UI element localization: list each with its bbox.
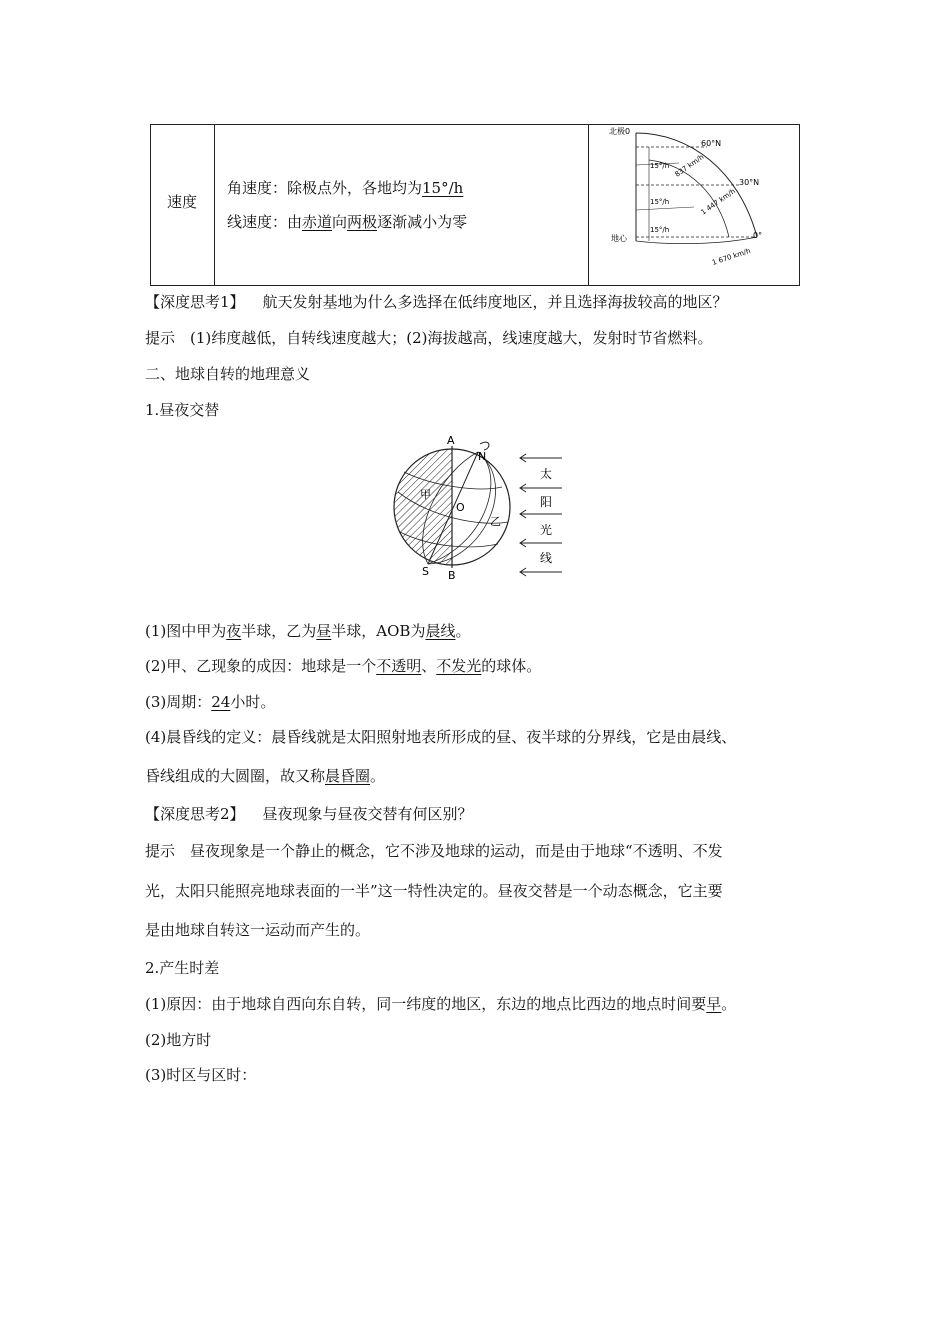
omega-0-label: 15°/h (650, 226, 670, 234)
time-item-3: (3)时区与区时： (145, 1066, 257, 1084)
day-yi-label: 乙 (490, 515, 501, 528)
rotation-speed-table (150, 124, 800, 286)
speed-0-label: 1 670 km/h (711, 246, 752, 267)
lat-60-label: 60°N (701, 139, 722, 148)
day-night-globe-figure (380, 432, 580, 582)
item-4-line-1: (4)晨昏线的定义：晨昏线就是太阳照射地表所形成的昼、夜半球的分界线，它是由晨线、 (145, 728, 737, 746)
speed-60-label: 837 km/h (673, 153, 706, 179)
angular-speed-line: 角速度：除极点外，各地均为15°/h (227, 179, 464, 197)
sunlight-char-4: 线 (540, 551, 553, 565)
sunlight-char-3: 光 (540, 523, 553, 537)
item-4-line-2: 昏线组成的大圆圈，故又称晨昏圈。 (145, 767, 386, 785)
deep-thinking-1-question: 航天发射基地为什么多选择在低纬度地区，并且选择海拔较高的地区？ (262, 293, 728, 311)
hint-2-line-2: 光，太阳只能照亮地球表面的一半”这一特性决定的。昼夜交替是一个动态概念，它主要 (145, 882, 723, 900)
time-item-1: (1)原因：由于地球自西向东自转，同一纬度的地区，东边的地点比西边的地点时间要早。 (145, 995, 737, 1013)
north-pole-label: 北极0 (609, 127, 631, 136)
omega-60-label: 15°/h (650, 162, 670, 170)
table-row-label: 速度 (167, 193, 198, 211)
subheading-time-difference: 2.产生时差 (145, 959, 220, 977)
table-content-cell (215, 125, 589, 285)
deep-thinking-2 (145, 803, 473, 824)
south-pole-s-label: S (422, 565, 429, 578)
time-item-2: (2)地方时 (145, 1031, 212, 1049)
subheading-day-night: 1.昼夜交替 (145, 401, 220, 419)
deep-thinking-2-question: 昼夜现象与昼夜交替有何区别？ (262, 805, 473, 823)
hint-1: 提示 (1)纬度越低，自转线速度越大；(2)海拔越高，线速度越大，发射时节省燃料。 (145, 329, 713, 347)
deep-thinking-1-tag: 【深度思考1】 (145, 293, 245, 311)
omega-30-label: 15°/h (650, 198, 670, 206)
table-figure-cell (589, 125, 799, 285)
lat-30-label: 30°N (739, 178, 760, 187)
center-o-label: O (456, 501, 465, 514)
deep-thinking-1 (145, 291, 728, 312)
point-a-label: A (447, 434, 455, 447)
rotation-speed-figure (589, 125, 799, 285)
deep-thinking-2-tag: 【深度思考2】 (145, 805, 245, 823)
linear-speed-line: 线速度：由赤道向两极逐渐减小为零 (227, 213, 468, 231)
lat-0-label: 0° (753, 231, 763, 240)
sunlight-char-2: 阳 (540, 495, 553, 509)
hint-2-line-1: 提示 昼夜现象是一个静止的概念，它不涉及地球的运动，而是由于地球“不透明、不发 (145, 842, 723, 860)
angular-speed-value: 15°/h (422, 179, 464, 197)
night-jia-label: 甲 (420, 488, 431, 501)
earth-center-label: 地心 (611, 234, 627, 243)
point-b-label: B (448, 569, 456, 582)
item-3: (3)周期：24小时。 (145, 693, 276, 711)
section-heading-2: 二、地球自转的地理意义 (145, 365, 311, 383)
table-label-cell (151, 125, 215, 285)
hint-2-line-3: 是由地球自转这一运动而产生的。 (145, 921, 371, 939)
item-1: (1)图中甲为夜半球，乙为昼半球，AOB为晨线。 (145, 622, 471, 640)
north-pole-n-label: N (478, 450, 487, 463)
speed-30-label: 1 447 km/h (699, 187, 737, 217)
item-2: (2)甲、乙现象的成因：地球是一个不透明、不发光的球体。 (145, 657, 542, 675)
sunlight-char-1: 太 (540, 467, 553, 481)
